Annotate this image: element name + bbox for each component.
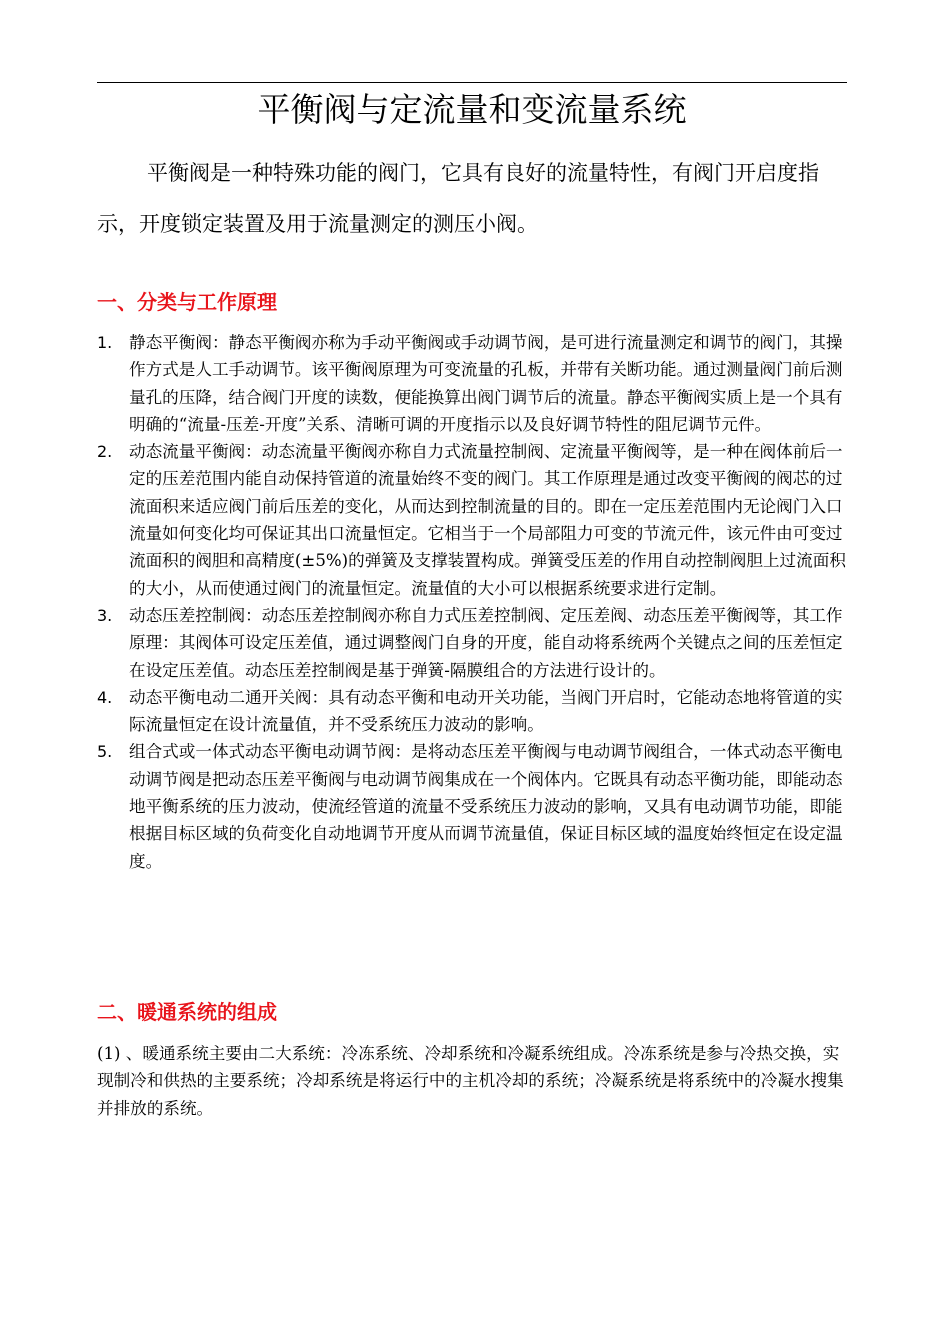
list-item [97, 438, 847, 602]
page-title: 平衡阀与定流量和变流量系统 [257, 90, 687, 129]
list-item-number: 3. [97, 605, 113, 625]
top-rule [97, 82, 847, 83]
valve-type-list [97, 329, 847, 875]
section2-paragraph: (1) 、暖通系统主要由二大系统：冷冻系统、冷却系统和冷凝系统组成。冷冻系统是参与冷热交换，实现制冷和供热的主要系统；冷却系统是将运行中的主机冷却的系统；冷凝系统是将系统中的冷凝水搜集并排放的系统。 [97, 1044, 844, 1118]
list-item-text: 组合式或一体式动态平衡电动调节阀：是将动态压差平衡阀与电动调节阀组合，一体式动态平衡电动调节阀是把动态压差平衡阀与电动调节阀集成在一个阀体内。它既具有动态平衡功能，即能动态地平衡系统的压力波动，使流经管道的流量不受系统压力波动的影响，又具有电动调节功能，即能根据目标区域的负荷变化自动地调节开度从而调节流量值，保证目标区域的温度始终恒定在设定温度。 [129, 742, 843, 871]
list-item-number: 5. [97, 742, 113, 762]
section2-heading: 二、暖通系统的组成 [97, 1000, 277, 1024]
list-item-text: 动态压差控制阀：动态压差控制阀亦称自力式压差控制阀、定压差阀、动态压差平衡阀等，其工作原理：其阀体可设定压差值，通过调整阀门自身的开度，能自动将系统两个关键点之间的压差恒定在设定压差值。动态压差控制阀是基于弹簧-隔膜组合的方法进行设计的。 [129, 605, 843, 680]
list-item-number: 2. [97, 442, 113, 462]
list-item [97, 684, 847, 739]
intro-paragraph [97, 148, 847, 250]
list-item-text: 动态流量平衡阀：动态流量平衡阀亦称自力式流量控制阀、定流量平衡阀等，是一种在阀体前后一定的压差范围内能自动保持管道的流量始终不变的阀门。其工作原理是通过改变平衡阀的阀芯的过流面积来适应阀门前后压差的变化，从而达到控制流量的目的。即在一定压差范围内无论阀门入口流量如何变化均可保证其出口流量恒定。它相当于一个局部阻力可变的节流元件，该元件由可变过流面积的阀胆和高精度(±5%)的弹簧及支撑装置构成。弹簧受压差的作用自动控制阀胆上过流面积的大小，从而使通过阀门的流量恒定。流量值的大小可以根据系统要求进行定制。 [129, 442, 846, 598]
list-item-text: 动态平衡电动二通开关阀：具有动态平衡和电动开关功能，当阀门开启时，它能动态地将管道的实际流量恒定在设计流量值，并不受系统压力波动的影响。 [129, 687, 843, 735]
list-item [97, 329, 847, 438]
list-item [97, 738, 847, 874]
intro-text: 平衡阀是一种特殊功能的阀门，它具有良好的流量特性，有阀门开启度指示，开度锁定装置及用于流量测定的测压小阀。 [97, 161, 819, 236]
list-item-text: 静态平衡阀：静态平衡阀亦称为手动平衡阀或手动调节阀，是可进行流量测定和调节的阀门，其操作方式是人工手动调节。该平衡阀原理为可变流量的孔板，并带有关断功能。通过测量阀门前后测量孔的压降，结合阀门开度的读数，便能换算出阀门调节后的流量。静态平衡阀实质上是一个具有明确的“流量-压差-开度”关系、清晰可调的开度指示以及良好调节特性的阻尼调节元件。 [129, 333, 843, 434]
list-item-number: 1. [97, 333, 113, 352]
list-item [97, 602, 847, 684]
list-item-number: 4. [97, 687, 113, 707]
section1-heading: 一、分类与工作原理 [97, 290, 277, 314]
